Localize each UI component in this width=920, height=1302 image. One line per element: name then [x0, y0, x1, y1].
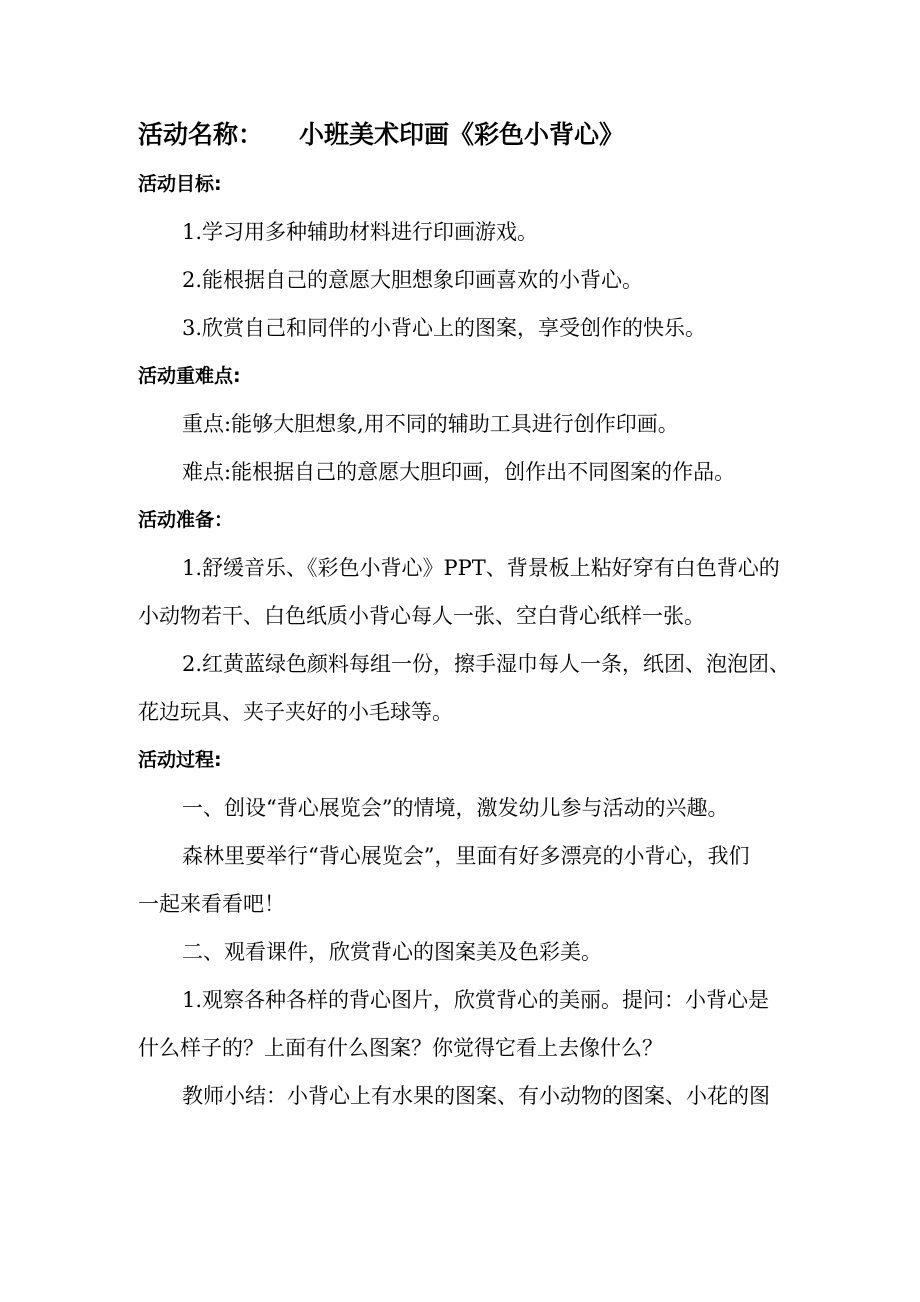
process-paragraph-2-line-2: 一起来看看吧！	[138, 892, 285, 916]
preparation-item-2-line-2: 花边玩具、夹子夹好的小毛球等。	[138, 700, 453, 724]
preparation-item-1-line-1: 1.舒缓音乐、《彩色小背心》PPT、背景板上粘好穿有白色背心的	[182, 556, 780, 580]
key-points-heading: 活动重难点:	[138, 365, 241, 387]
preparation-item-2-line-1: 2.红黄蓝绿色颜料每组一份，擦手湿巾每人一条，纸团、泡泡团、	[182, 652, 791, 676]
process-paragraph-4-line-2: 什么样子的？上面有什么图案？你觉得它看上去像什么？	[138, 1036, 663, 1060]
difficult-point: 难点:能根据自己的意愿大胆印画，创作出不同图案的作品。	[182, 460, 736, 484]
goal-item-3: 3.欣赏自己和同伴的小背心上的图案，享受创作的快乐。	[182, 316, 707, 340]
goals-heading: 活动目标:	[138, 173, 222, 195]
activity-title-label: 活动名称：	[138, 120, 264, 149]
teacher-summary: 教师小结：小背心上有水果的图案、有小动物的图案、小花的图	[182, 1084, 770, 1108]
preparation-heading: 活动准备：	[138, 509, 234, 531]
activity-title	[138, 118, 624, 152]
process-heading: 活动过程:	[138, 749, 222, 771]
goal-item-1: 1.学习用多种辅助材料进行印画游戏。	[182, 220, 539, 244]
process-paragraph-4-line-1: 1.观察各种各样的背心图片，欣赏背心的美丽。提问：小背心是	[182, 988, 770, 1012]
process-step-2: 二、观看课件，欣赏背心的图案美及色彩美。	[182, 940, 602, 964]
preparation-item-1-line-2: 小动物若干、白色纸质小背心每人一张、空白背心纸样一张。	[138, 604, 705, 628]
process-paragraph-2-line-1: 森林里要举行“背心展览会”，里面有好多漂亮的小背心，我们	[182, 844, 750, 868]
goal-item-2: 2.能根据自己的意愿大胆想象印画喜欢的小背心。	[182, 268, 644, 292]
activity-title-name: 小班美术印画《彩色小背心》	[299, 120, 625, 149]
process-step-1: 一、创设“背心展览会”的情境，激发幼儿参与活动的兴趣。	[182, 796, 729, 820]
key-point: 重点:能够大胆想象,用不同的辅助工具进行创作印画。	[182, 412, 679, 436]
